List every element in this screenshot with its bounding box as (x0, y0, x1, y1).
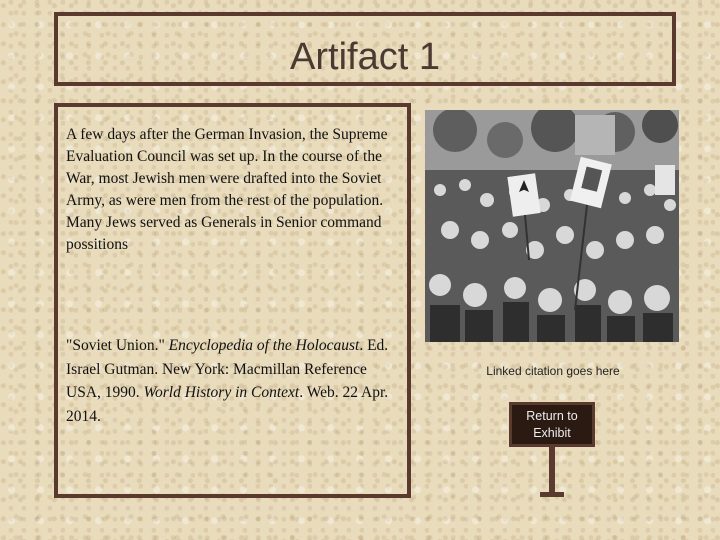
citation-database-title: World History in Context (143, 384, 300, 401)
page-title: Artifact 1 (290, 36, 440, 78)
citation-part-3: . Web. 22 Apr. 2014. (66, 384, 389, 425)
citation-source-title: Encyclopedia of the Holocaust (168, 337, 360, 354)
signpost-base (540, 492, 564, 497)
return-button-line1: Return to (526, 408, 578, 423)
return-to-exhibit-button[interactable] (509, 402, 595, 447)
signpost-pole (549, 447, 555, 497)
linked-citation-text[interactable]: Linked citation goes here (486, 364, 620, 378)
return-button-label (526, 408, 577, 442)
return-button-line2: Exhibit (533, 425, 571, 440)
artifact-description: A few days after the German Invasion, the Supreme Evaluation Council was set up. In the course of the War, most Jewish men were drafted into the Soviet Army, as were men from the rest of the population. Many Jews served as Generals in Senior command possitions (66, 126, 388, 253)
title-frame (54, 12, 676, 86)
citation-text (66, 334, 401, 428)
citation-part-2: . Ed. Israel Gutman. New York: Macmillan Reference USA, 1990. (66, 337, 389, 401)
citation-part-1: "Soviet Union." (66, 337, 169, 354)
artifact-photo (425, 110, 679, 342)
